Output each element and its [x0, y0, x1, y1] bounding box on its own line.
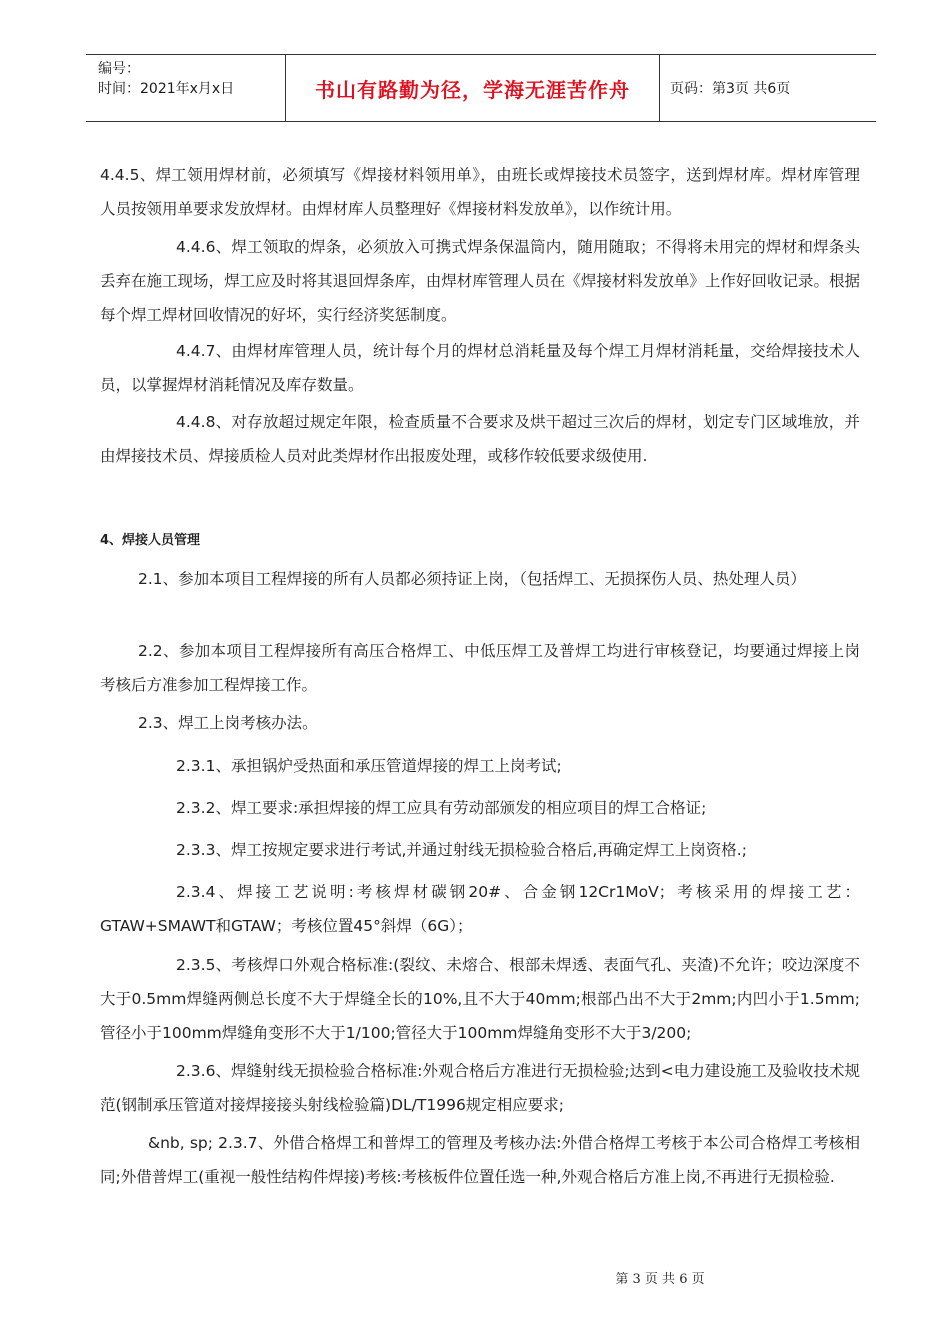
time-label: 时间：2021年x月x日 [98, 81, 235, 97]
paragraph-2-3: 2.3、焊工上岗考核办法。 [138, 714, 318, 732]
paragraph-4-4-5: 4.4.5、焊工领用焊材前，必须填写《焊接材料领用单》，由班长或焊接技术员签字，送到焊材库。焊材库管理人员按领用单要求发放焊材。由焊材库人员整理好《焊接材料发放单》，以作统计用。 [100, 166, 860, 218]
paragraph-4-4-6: 4.4.6、焊工领取的焊条，必须放入可携式焊条保温筒内，随用随取；不得将未用完的焊材和焊条头丢弃在施工现场，焊工应及时将其退回焊条库，由焊材库管理人员在《焊接材料发放单》上作好回收记录。根据每个焊工焊材回收情况的好坏，实行经济奖惩制度。 [100, 238, 860, 324]
header-page-info: 页码：第3页 共6页 [670, 81, 791, 97]
header-meta [86, 55, 286, 121]
paragraph-2-1: 2.1、参加本项目工程焊接的所有人员都必须持证上岗，（包括焊工、无损探伤人员、热处理人员） [138, 570, 806, 588]
paragraph-2-3-1: 2.3.1、承担锅炉受热面和承压管道焊接的焊工上岗考试; [176, 757, 562, 775]
paragraph-2-3-6: 2.3.6、焊缝射线无损检验合格标准:外观合格后方准进行无损检验;达到<电力建设施工及验收技术规范(钢制承压管道对接焊接接头射线检验篇)DL/T1996规定相应要求; [100, 1062, 860, 1114]
serial-label: 编号： [98, 61, 140, 77]
paragraph-2-2: 2.2、参加本项目工程焊接所有高压合格焊工、中低压焊工及普焊工均进行审核登记，均要通过焊接上岗考核后方准参加工程焊接工作。 [100, 642, 860, 694]
paragraph-2-3-2: 2.3.2、焊工要求:承担焊接的焊工应具有劳动部颁发的相应项目的焊工合格证; [176, 799, 707, 817]
document-header [86, 54, 876, 122]
paragraph-4-4-8: 4.4.8、对存放超过规定年限，检查质量不合要求及烘干超过三次后的焊材，划定专门区域堆放，并由焊接技术员、焊接质检人员对此类焊材作出报废处理，或移作较低要求级使用. [100, 413, 860, 465]
paragraph-2-3-5: 2.3.5、考核焊口外观合格标准:(裂纹、未熔合、根部未焊透、表面气孔、夹渣)不允许；咬边深度不大于0.5mm焊缝两侧总长度不大于焊缝全长的10%,且不大于40mm;根部凸出不大于2mm;内凹小于1.5mm;管径小于100mm焊缝角变形不大于1/100;管径大于100mm焊缝角变形不大于3/200; [100, 956, 860, 1042]
section-title: 4、焊接人员管理 [100, 533, 201, 548]
paragraph-2-3-4: 2.3.4、焊接工艺说明:考核焊材碳钢20#、合金钢12Cr1MoV；考核采用的焊接工艺：GTAW+SMAWT和GTAW；考核位置45°斜焊（6G）； [100, 883, 860, 935]
paragraph-2-3-7: &nb, sp; 2.3.7、外借合格焊工和普焊工的管理及考核办法:外借合格焊工考核于本公司合格焊工考核相同;外借普焊工(重视一般性结构件焊接)考核:考核板件位置任选一种,外观合格后方准上岗,不再进行无损检验. [100, 1134, 860, 1186]
header-motto: 书山有路勤为径，学海无涯苦作舟 [286, 55, 660, 121]
paragraph-4-4-7: 4.4.7、由焊材库管理人员，统计每个月的焊材总消耗量及每个焊工月焊材消耗量，交给焊接技术人员，以掌握焊材消耗情况及库存数量。 [100, 342, 860, 394]
paragraph-2-3-3: 2.3.3、焊工按规定要求进行考试,并通过射线无损检验合格后,再确定焊工上岗资格.; [176, 841, 747, 859]
page-footer: 第 3 页 共 6 页 [615, 1272, 705, 1287]
